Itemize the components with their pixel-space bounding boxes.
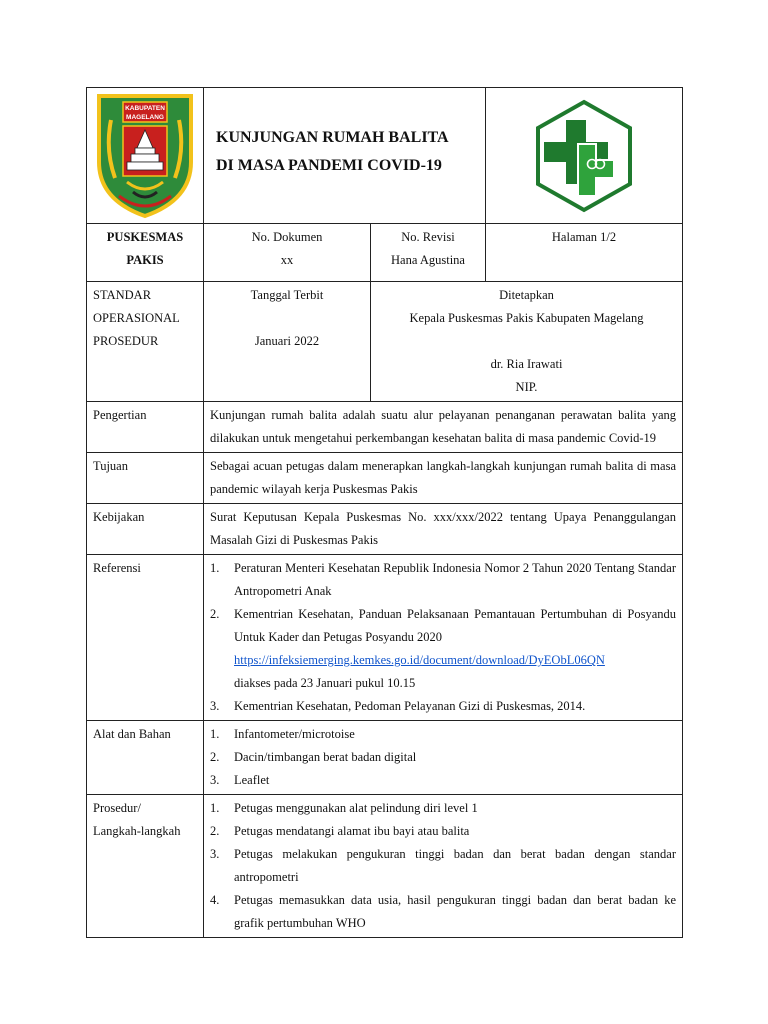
doc-number-value: xx — [280, 253, 294, 267]
list-number: 3. — [210, 847, 220, 861]
list-item — [210, 746, 676, 769]
purpose-label: Tujuan — [87, 453, 204, 504]
list-item — [210, 843, 676, 889]
definition-label: Pengertian — [87, 402, 204, 453]
doc-number-label: No. Dokumen — [251, 230, 323, 244]
puskesmas-logo-icon — [526, 98, 642, 214]
list-text: Leaflet — [234, 773, 270, 787]
list-number: 2. — [210, 607, 220, 621]
list-text: Petugas mendatangi alamat ibu bayi atau balita — [234, 824, 470, 838]
procedure-label-line-1: Prosedur/ — [93, 801, 141, 815]
list-text: Peraturan Menteri Kesehatan Republik Indonesia Nomor 2 Tahun 2020 Tentang Standar Antropometri Anak — [234, 561, 676, 598]
references-label: Referensi — [87, 555, 204, 721]
document-title — [204, 88, 486, 224]
list-number: 1. — [210, 727, 220, 741]
list-text: Dacin/timbangan berat badan digital — [234, 750, 417, 764]
reference-link[interactable]: https://infeksiemerging.kemkes.go.id/document/download/DyEObL06QN — [234, 653, 605, 667]
sop-line-2: OPERASIONAL — [93, 311, 180, 325]
signer-nip: NIP. — [515, 380, 538, 394]
title-line-1: KUNJUNGAN RUMAH BALITA — [216, 129, 449, 146]
policy-text: Surat Keputusan Kepala Puskesmas No. xxx/xxx/2022 tentang Upaya Penanggulangan Masalah Gizi di Puskesmas Pakis — [204, 504, 683, 555]
sop-document — [86, 87, 682, 938]
page-label: Halaman 1/2 — [551, 230, 617, 244]
sop-line-3: PROSEDUR — [93, 334, 159, 348]
sop-label — [87, 282, 204, 402]
list-number: 4. — [210, 893, 220, 907]
unit-line-2: PAKIS — [126, 253, 164, 267]
list-text: Kementrian Kesehatan, Pedoman Pelayanan Gizi di Puskesmas, 2014. — [234, 699, 586, 713]
list-number: 2. — [210, 750, 220, 764]
list-item — [210, 769, 676, 792]
tools-label: Alat dan Bahan — [87, 721, 204, 795]
list-item — [210, 723, 676, 746]
signer-name: dr. Ria Irawati — [490, 357, 563, 371]
list-item — [210, 603, 676, 695]
unit-name — [87, 224, 204, 282]
list-number: 3. — [210, 699, 220, 713]
procedure-label — [87, 795, 204, 938]
list-number: 3. — [210, 773, 220, 787]
list-item — [210, 889, 676, 935]
regency-emblem-cell — [87, 88, 204, 224]
approval-by: Kepala Puskesmas Pakis Kabupaten Magelang — [409, 311, 644, 325]
sop-table — [86, 87, 683, 938]
revision-label: No. Revisi — [401, 230, 455, 244]
list-item — [210, 557, 676, 603]
puskesmas-logo-cell — [486, 88, 683, 224]
list-text: Infantometer/microtoise — [234, 727, 355, 741]
purpose-text: Sebagai acuan petugas dalam menerapkan langkah-langkah kunjungan rumah balita di masa pandemic wilayah kerja Puskesmas Pakis — [204, 453, 683, 504]
list-text: Petugas melakukan pengukuran tinggi badan dan berat badan dengan standar antropometri — [234, 847, 676, 884]
unit-line-1: PUSKESMAS — [106, 230, 184, 244]
emblem-text-1: KABUPATEN — [125, 104, 165, 112]
title-line-2: DI MASA PANDEMI COVID-19 — [216, 157, 442, 174]
tools-list — [204, 721, 683, 795]
list-number: 2. — [210, 824, 220, 838]
list-text: Petugas menggunakan alat pelindung diri level 1 — [234, 801, 478, 815]
list-number: 1. — [210, 801, 220, 815]
list-item — [210, 695, 676, 718]
list-item — [210, 797, 676, 820]
list-text: Petugas memasukkan data usia, hasil pengukuran tinggi badan dan berat badan ke grafik pertumbuhan WHO — [234, 893, 676, 930]
references-list — [204, 555, 683, 721]
approval — [371, 282, 683, 402]
page-number — [486, 224, 683, 282]
procedure-list — [204, 795, 683, 938]
emblem-text-2: MAGELANG — [126, 113, 164, 121]
revision-number — [371, 224, 486, 282]
list-number: 1. — [210, 561, 220, 575]
definition-text: Kunjungan rumah balita adalah suatu alur pelayanan penanganan perawatan balita yang dilakukan untuk mengetahui perkembangan kesehatan balita di masa pandemic Covid-19 — [204, 402, 683, 453]
magelang-emblem-icon — [93, 92, 197, 220]
list-text — [234, 603, 676, 695]
doc-number — [204, 224, 371, 282]
issue-date-value: Januari 2022 — [254, 334, 320, 348]
ref2-text: Kementrian Kesehatan, Panduan Pelaksanaan Pemantauan Pertumbuhan di Posyandu Untuk Kader dan Petugas Posyandu 2020 — [234, 607, 676, 644]
issue-date — [204, 282, 371, 402]
issue-date-label: Tanggal Terbit — [250, 288, 324, 302]
approval-label: Ditetapkan — [499, 288, 554, 302]
procedure-label-line-2: Langkah-langkah — [93, 824, 181, 838]
revision-value: Hana Agustina — [391, 253, 465, 267]
sop-line-1: STANDAR — [93, 288, 152, 302]
policy-label: Kebijakan — [87, 504, 204, 555]
list-item — [210, 820, 676, 843]
ref2-access: diakses pada 23 Januari pukul 10.15 — [234, 676, 416, 690]
